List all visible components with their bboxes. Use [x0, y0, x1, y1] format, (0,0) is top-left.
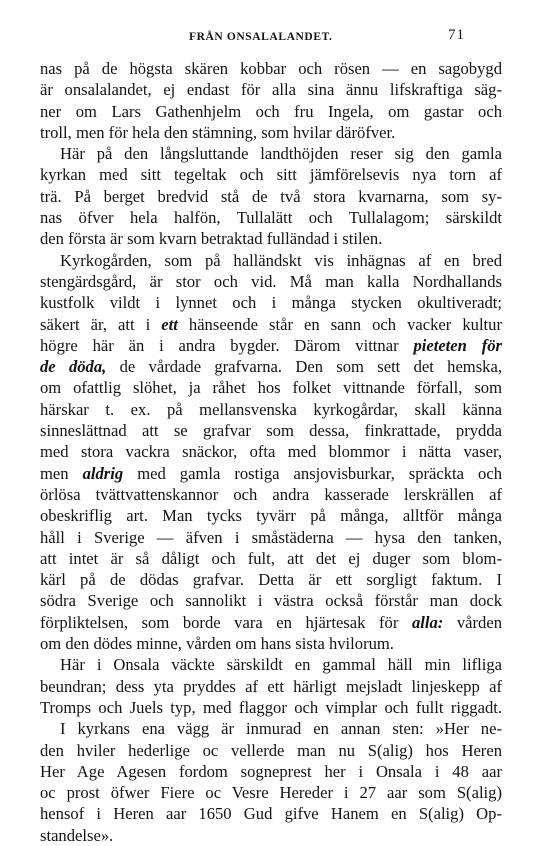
line-text: vården: [443, 612, 503, 632]
text-line: [40, 782, 502, 803]
text-line: [40, 79, 502, 100]
emphasis-text: ett: [161, 314, 178, 334]
line-text: den hviler hederlige oc vellerde man nu S(alig) hos Heren: [40, 740, 502, 760]
line-text: södra Sverige och sannolikt i västra också förstår man dock: [40, 591, 502, 611]
line-text: hänseende står en sann och vacker kultur: [177, 314, 502, 334]
text-line: [40, 377, 502, 398]
line-text: ner om Lars Gathenhjelm och fru Ingela, om gastar och: [40, 101, 502, 121]
line-text: standelse».: [40, 825, 114, 845]
line-text: om den dödes minne, vården om hans sista hvilorum.: [40, 634, 394, 654]
text-line: [40, 335, 502, 356]
text-line: [40, 676, 502, 697]
line-text: men: [40, 463, 83, 483]
line-text: högre här än i andra bygder. Därom vittnar: [40, 335, 414, 355]
line-text: oc prost öfwer Fiere oc Vesre Hereder i 27 aar som S(alig): [40, 783, 502, 803]
emphasis-text: pieteten för: [413, 335, 502, 355]
line-text: beundran; dess yta pryddes af ett härligt mejsladt linjeskepp af: [40, 676, 502, 696]
line-text: med gamla rostiga ansjovisburkar, spräckta och: [123, 463, 502, 483]
line-text: hensof i Heren aar 1650 Gud gifve Hanem en S(alig) Op-: [40, 804, 502, 824]
text-line: [40, 548, 502, 569]
text-line: [40, 143, 502, 164]
text-line: [40, 654, 502, 675]
emphasis-text: alla:: [411, 612, 444, 632]
emphasis-text: de döda,: [40, 357, 107, 377]
line-text: obeskriflig art. Man tycks tyvärr på många, alltför många: [40, 506, 502, 526]
line-text: härskar t. ex. på mellansvenska kyrkogårdar, skall känna: [40, 399, 502, 419]
text-line: [40, 463, 502, 484]
line-text: Her Age Agesen fordom sogneprest her i Onsala i 48 aar: [40, 761, 502, 781]
text-line: [40, 484, 502, 505]
line-text: nas på de högsta skären kobbar och rösen — en sagobygd: [40, 59, 502, 78]
line-text: förpliktelsen, som borde vara en hjärtesak för: [40, 612, 412, 632]
text-line: [40, 718, 502, 739]
text-line: [40, 420, 502, 441]
text-line: [40, 164, 502, 185]
text-line: [40, 761, 502, 782]
line-text: kärl på de dödas grafvar. Detta är ett sorgligt faktum. I: [40, 570, 502, 590]
emphasis-text: aldrig: [82, 463, 124, 483]
line-text: stengärdsgård, är stor och vid. Må man kalla Nordhallands: [40, 271, 502, 291]
text-line: [40, 101, 502, 122]
running-title: FRÅN ONSALALANDET.: [189, 31, 333, 43]
text-line: [40, 527, 502, 548]
text-line: [40, 569, 502, 590]
line-text: Här i Onsala väckte särskildt en gammal häll min lifliga: [60, 655, 502, 675]
line-text: är onsalalandet, ej endast för alla sina ännu lifskraftiga säg-: [40, 80, 502, 100]
line-text: trä. På berget bredvid stå de två stora kvarnarna, som sy-: [40, 186, 502, 206]
text-line: [40, 441, 502, 462]
line-text: om ofattlig slöhet, ja råhet hos folket vittnande förfall, som: [40, 378, 502, 398]
text-line: [40, 356, 502, 377]
text-line: [40, 505, 502, 526]
text-line: [40, 399, 502, 420]
line-text: Tromps och Juels typ, med flaggor och vimplar och fullt riggadt.: [40, 697, 502, 717]
line-text: med stora vackra snäckor, ofta med blommor i nätta vaser,: [40, 442, 502, 462]
text-line: [40, 740, 502, 761]
line-text: de vårdade grafvarna. Den som sett det hemska,: [106, 357, 502, 377]
line-text: att intet är så dåligt och fult, att det ej duger som blom-: [40, 548, 502, 568]
text-line: [40, 803, 502, 824]
line-text: kyrkan med sitt tegeltak och sitt jämförelsevis nya torn af: [40, 165, 502, 185]
text-line: [40, 633, 502, 654]
line-text: nas öfver hela halfön, Tullalätt och Tullalagom; särskildt: [40, 208, 502, 228]
line-text: sinneslättnad att se grafvar som dessa, finkrattade, prydda: [40, 421, 502, 441]
text-line: [40, 292, 502, 313]
line-text: örlösa tvättvattenskannor och andra kasserade lerskrällen af: [40, 484, 502, 504]
body-text: [40, 58, 502, 846]
line-text: kustfolk vildt i lynnet och i många stycken okultiveradt;: [40, 293, 502, 313]
text-line: [40, 590, 502, 611]
text-line: [40, 207, 502, 228]
line-text: håll i Sverige — äfven i småstäderna — hysa den tanken,: [40, 527, 502, 547]
text-line: [40, 186, 502, 207]
text-line: [40, 250, 502, 271]
text-line: [40, 314, 502, 335]
page-number: 71: [448, 27, 465, 43]
line-text: troll, men för hela den stämning, som hvilar däröfver.: [40, 122, 396, 142]
text-line: [40, 612, 502, 633]
line-text: säkert är, att i: [40, 314, 162, 334]
line-text: I kyrkans ena vägg är inmurad en annan sten: »Her ne-: [60, 719, 502, 739]
text-line: [40, 228, 502, 249]
line-text: den första är som kvarn betraktad fulländad i stilen.: [40, 229, 383, 249]
text-line: [40, 58, 502, 79]
line-text: Kyrkogården, som på halländskt vis inhägnas af en bred: [60, 250, 502, 270]
line-text: Här på den långsluttande landthöjden reser sig den gamla: [60, 144, 502, 164]
text-line: [40, 122, 502, 143]
text-line: [40, 271, 502, 292]
text-line: [40, 697, 502, 718]
